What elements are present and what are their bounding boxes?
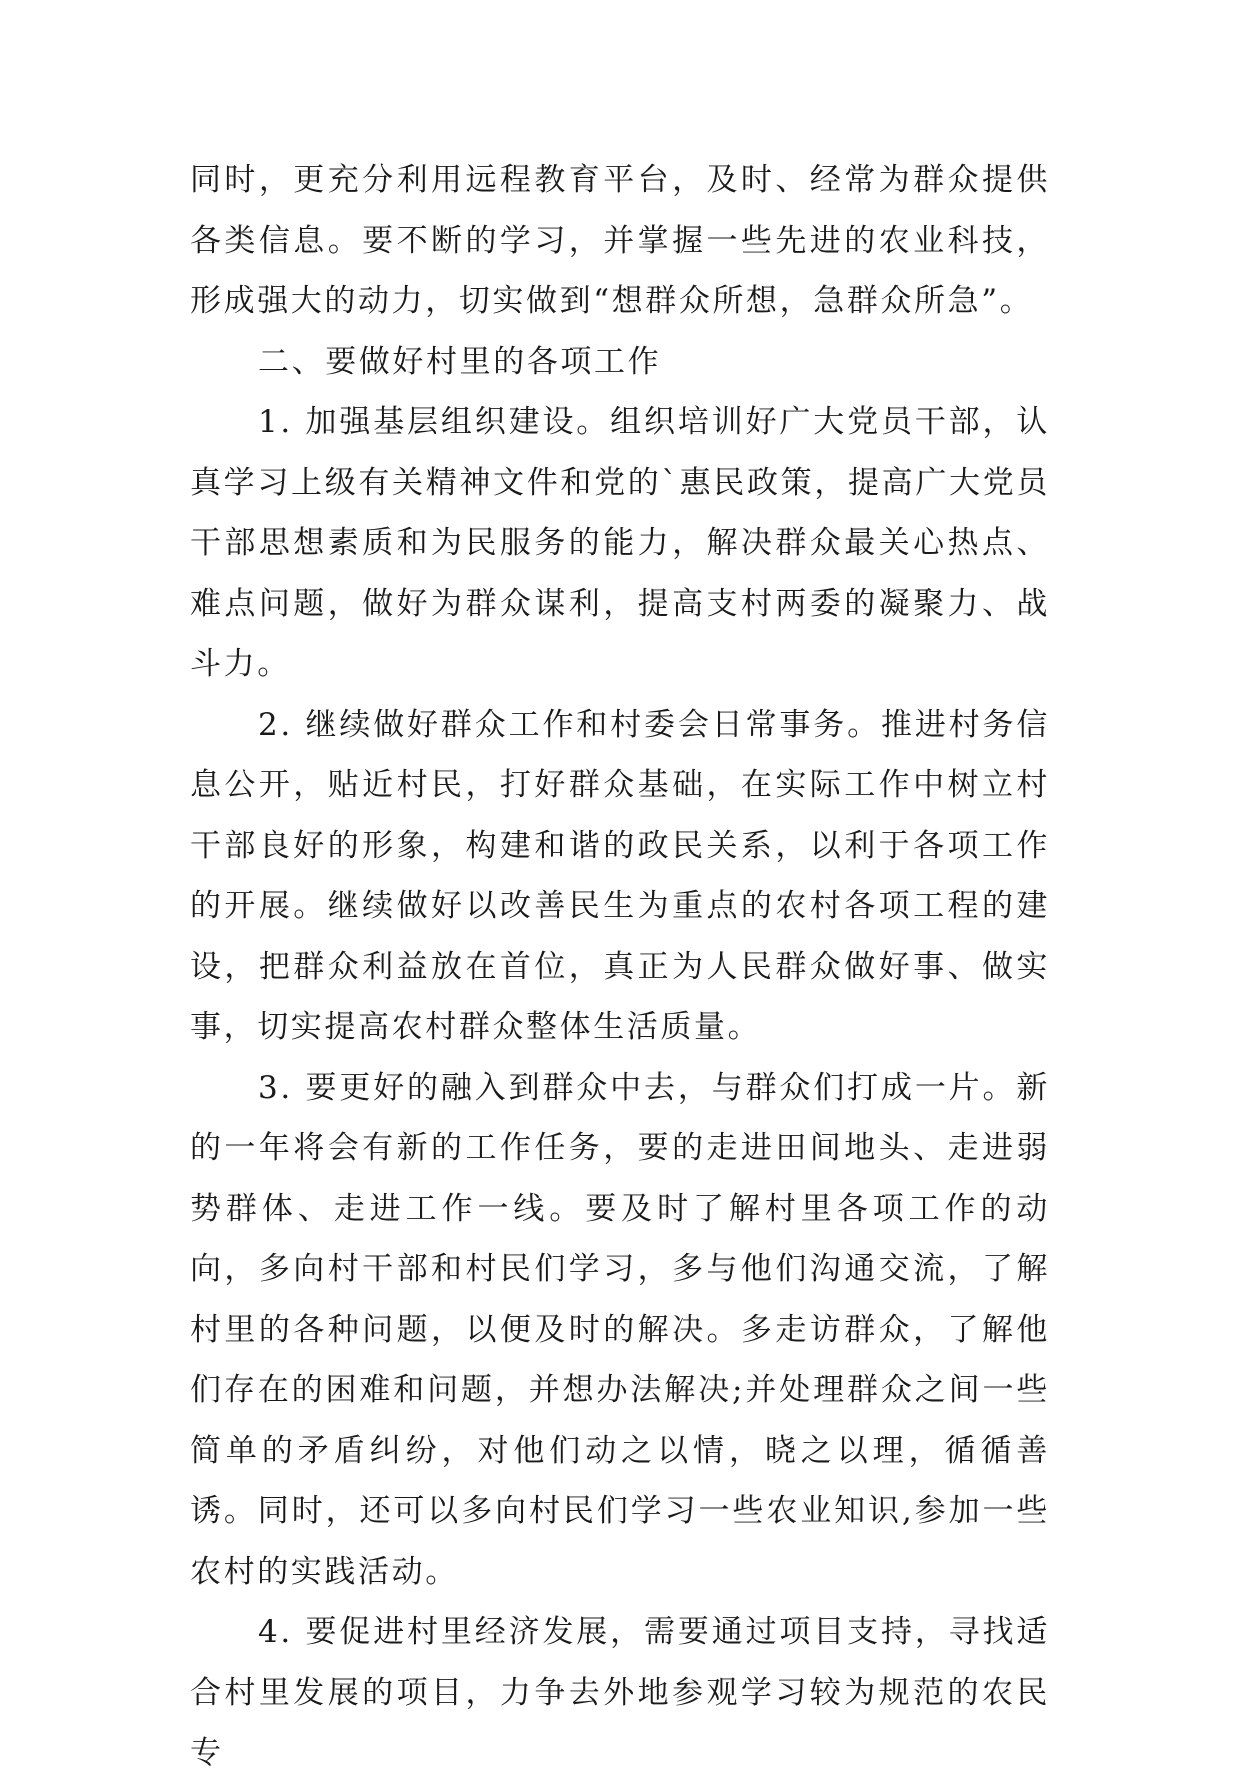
paragraph-item-1: 1. 加强基层组织建设。组织培训好广大党员干部，认真学习上级有关精神文件和党的`惠民政策，提高广大党员干部思想素质和为民服务的能力，解决群众最关心热点、难点问题，做好为群众谋利，提高支村两委的凝聚力、战斗力。	[190, 404, 1050, 682]
paragraph-item-3: 3. 要更好的融入到群众中去，与群众们打成一片。新的一年将会有新的工作任务，要的走进田间地头、走进弱势群体、走进工作一线。要及时了解村里各项工作的动向，多向村干部和村民们学习，多与他们沟通交流，了解村里的各种问题，以便及时的解决。多走访群众，了解他们存在的困难和问题，并想办法解决;并处理群众之间一些简单的矛盾纠纷，对他们动之以情，晓之以理，循循善诱。同时，还可以多向村民们学习一些农业知识,参加一些农村的实践活动。	[190, 1069, 1050, 1590]
section-heading: 二、要做好村里的各项工作	[258, 343, 662, 380]
paragraph-continuation: 同时，更充分利用远程教育平台，及时、经常为群众提供各类信息。要不断的学习，并掌握一些先进的农业科技，形成强大的动力，切实做到“想群众所想，急群众所急”。	[190, 162, 1050, 319]
paragraph-item-2: 2. 继续做好群众工作和村委会日常事务。推进村务信息公开，贴近村民，打好群众基础，在实际工作中树立村干部良好的形象，构建和谐的政民关系，以利于各项工作的开展。继续做好以改善民生为重点的农村各项工程的建设，把群众利益放在首位，真正为人民群众做好事、做实事，切实提高农村群众整体生活质量。	[190, 706, 1050, 1045]
document-body	[190, 150, 1050, 1784]
paragraph-item-4: 4. 要促进村里经济发展，需要通过项目支持，寻找适合村里发展的项目，力争去外地参观学习较为规范的农民专	[190, 1614, 1050, 1771]
